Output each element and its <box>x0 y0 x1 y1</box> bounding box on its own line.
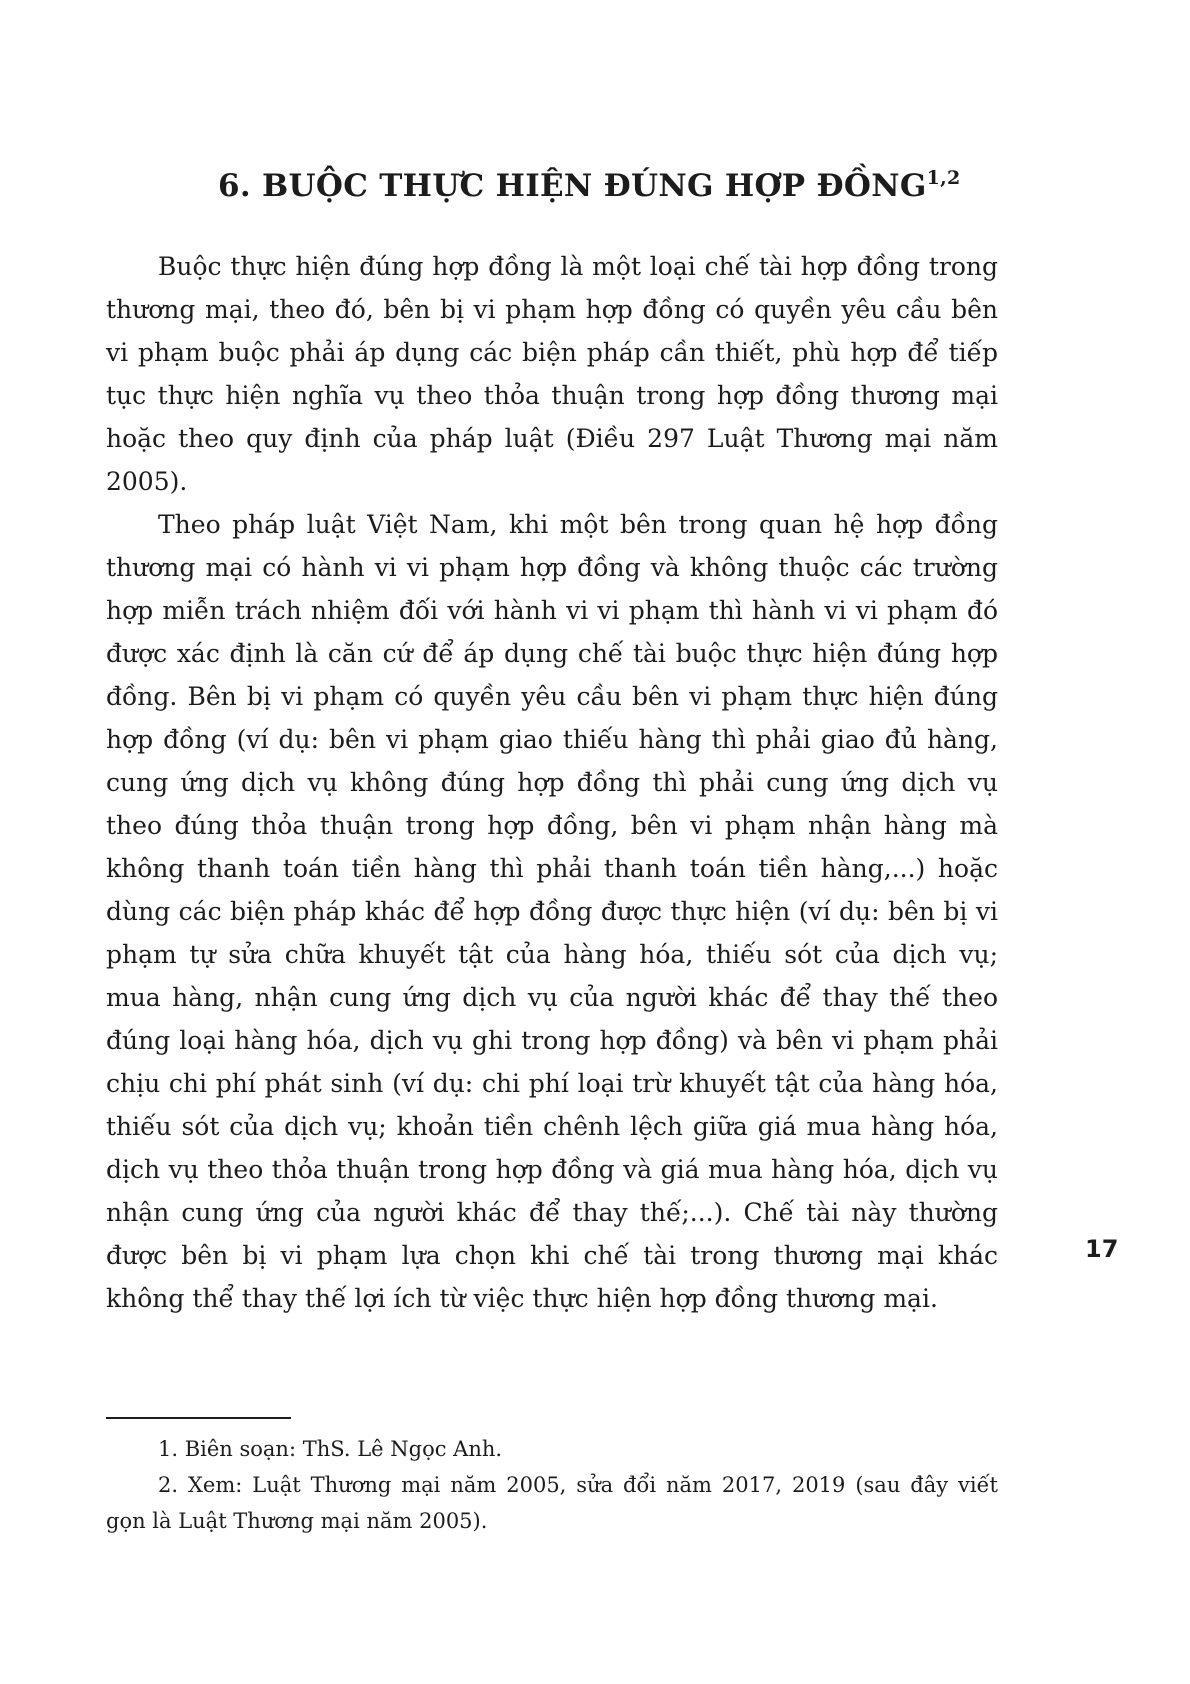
footnote-divider <box>106 1417 291 1419</box>
body-text <box>106 245 998 1320</box>
page-number: 17 <box>1085 1235 1119 1263</box>
paragraph-2: Theo pháp luật Việt Nam, khi một bên trong quan hệ hợp đồng thương mại có hành vi vi phạm hợp đồng và không thuộc các trường hợp miễn trách nhiệm đối với hành vi vi phạm thì hành vi vi phạm đó được xác định là căn cứ để áp dụng chế tài buộc thực hiện đúng hợp đồng. Bên bị vi phạm có quyền yêu cầu bên vi phạm thực hiện đúng hợp đồng (ví dụ: bên vi phạm giao thiếu hàng thì phải giao đủ hàng, cung ứng dịch vụ không đúng hợp đồng thì phải cung ứng dịch vụ theo đúng thỏa thuận trong hợp đồng, bên vi phạm nhận hàng mà không thanh toán tiền hàng thì phải thanh toán tiền hàng,...) hoặc dùng các biện pháp khác để hợp đồng được thực hiện (ví dụ: bên bị vi phạm tự sửa chữa khuyết tật của hàng hóa, thiếu sót của dịch vụ; mua hàng, nhận cung ứng dịch vụ của người khác để thay thế theo đúng loại hàng hóa, dịch vụ ghi trong hợp đồng) và bên vi phạm phải chịu chi phí phát sinh (ví dụ: chi phí loại trừ khuyết tật của hàng hóa, thiếu sót của dịch vụ; khoản tiền chênh lệch giữa giá mua hàng hóa, dịch vụ theo thỏa thuận trong hợp đồng và giá mua hàng hóa, dịch vụ nhận cung ứng của người khác để thay thế;...). Chế tài này thường được bên bị vi phạm lựa chọn khi chế tài trong thương mại khác không thể thay thế lợi ích từ việc thực hiện hợp đồng thương mại. <box>106 510 998 1313</box>
footnote-2: 2. Xem: Luật Thương mại năm 2005, sửa đổi năm 2017, 2019 (sau đây viết gọn là Luật Thương mại năm 2005). <box>106 1473 998 1533</box>
section-heading <box>218 168 961 204</box>
footnote-marks: 1,2 <box>926 167 961 189</box>
section-heading-text: 6. BUỘC THỰC HIỆN ĐÚNG HỢP ĐỒNG <box>218 168 927 204</box>
paragraph-1: Buộc thực hiện đúng hợp đồng là một loại chế tài hợp đồng trong thương mại, theo đó, bên bị vi phạm hợp đồng có quyền yêu cầu bên vi phạm buộc phải áp dụng các biện pháp cần thiết, phù hợp để tiếp tục thực hiện nghĩa vụ theo thỏa thuận trong hợp đồng thương mại hoặc theo quy định của pháp luật (Điều 297 Luật Thương mại năm 2005). <box>106 252 998 496</box>
footnote-1: 1. Biên soạn: ThS. Lê Ngọc Anh. <box>158 1437 503 1461</box>
footnotes <box>106 1431 998 1539</box>
